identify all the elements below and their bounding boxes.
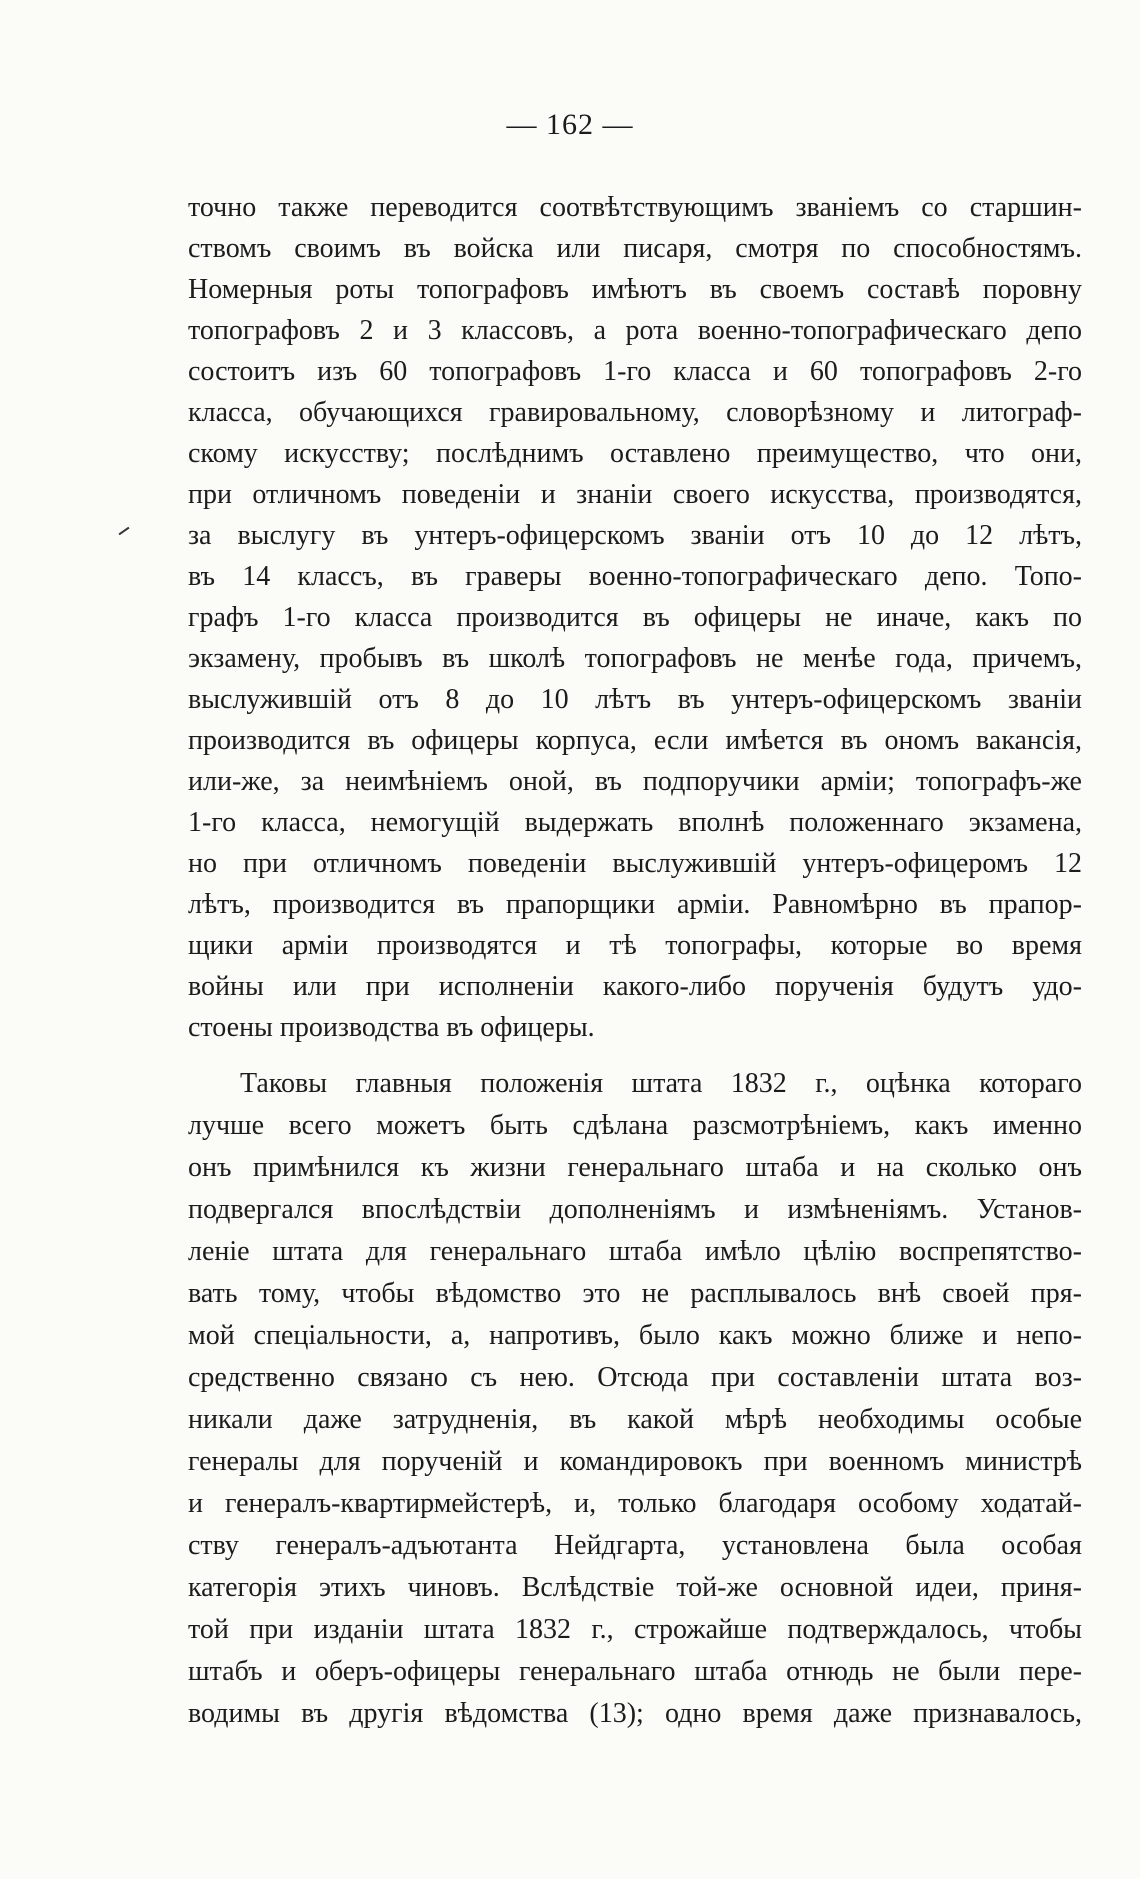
text-line: категорія этихъ чиновъ. Вслѣдствіе той-же основной идеи, приня- bbox=[188, 1572, 1082, 1603]
text-line: за выслугу въ унтеръ-офицерскомъ званіи отъ 10 до 12 лѣтъ, bbox=[188, 520, 1082, 551]
text-line: онъ примѣнился къ жизни генеральнаго штаба и на сколько онъ bbox=[188, 1152, 1082, 1183]
text-line: лѣтъ, производится въ прапорщики арміи. Равномѣрно въ прапор- bbox=[188, 889, 1082, 920]
text-line: въ 14 классъ, въ граверы военно-топографическаго депо. Топо- bbox=[188, 561, 1082, 592]
text-line: ствомъ своимъ въ войска или писаря, смотря по способностямъ. bbox=[188, 233, 1082, 264]
text-line: графъ 1-го класса производится въ офицеры не иначе, какъ по bbox=[188, 602, 1082, 633]
text-line: Номерныя роты топографовъ имѣютъ въ своемъ составѣ поровну bbox=[188, 274, 1082, 305]
text-line: производится въ офицеры корпуса, если имѣется въ ономъ вакансія, bbox=[188, 725, 1082, 756]
text-line: 1-го класса, немогущій выдержать вполнѣ положеннаго экзамена, bbox=[188, 807, 1082, 838]
text-line: класса, обучающихся гравировальному, словорѣзному и литограф- bbox=[188, 397, 1082, 428]
text-line: леніе штата для генеральнаго штаба имѣло цѣлію воспрепятство- bbox=[188, 1236, 1082, 1267]
text-line: вать тому, чтобы вѣдомство это не расплывалось внѣ своей пря- bbox=[188, 1278, 1082, 1309]
text-line: состоитъ изъ 60 топографовъ 1-го класса и 60 топографовъ 2-го bbox=[188, 356, 1082, 387]
margin-mark bbox=[119, 527, 130, 536]
text-line: или-же, за неимѣніемъ оной, въ подпоручики арміи; топографъ-же bbox=[188, 766, 1082, 797]
text-line: войны или при исполненіи какого-либо порученія будутъ удо- bbox=[188, 971, 1082, 1002]
page-number: — 162 — bbox=[506, 108, 634, 141]
text-line: топографовъ 2 и 3 классовъ, а рота военно-топографическаго депо bbox=[188, 315, 1082, 346]
text-line: точно также переводится соотвѣтствующимъ званіемъ со старшин- bbox=[188, 192, 1082, 223]
text-line: мой спеціальности, а, напротивъ, было какъ можно ближе и непо- bbox=[188, 1320, 1082, 1351]
text-line: при отличномъ поведеніи и знаніи своего искусства, производятся, bbox=[188, 479, 1082, 510]
text-line: и генералъ-квартирмейстерѣ, и, только благодаря особому ходатай- bbox=[188, 1488, 1082, 1519]
text-line: Таковы главныя положенія штата 1832 г., оцѣнка котораго bbox=[240, 1068, 1082, 1099]
text-line: но при отличномъ поведеніи выслужившій унтеръ-офицеромъ 12 bbox=[188, 848, 1082, 879]
text-line: никали даже затрудненія, въ какой мѣрѣ необходимы особые bbox=[188, 1404, 1082, 1435]
text-line: подвергался впослѣдствіи дополненіямъ и измѣненіямъ. Установ- bbox=[188, 1194, 1082, 1225]
text-line: средственно связано съ нею. Отсюда при составленіи штата воз- bbox=[188, 1362, 1082, 1393]
text-line: экзамену, пробывъ въ школѣ топографовъ не менѣе года, причемъ, bbox=[188, 643, 1082, 674]
text-line: водимы въ другія вѣдомства (13); одно время даже признавалось, bbox=[188, 1698, 1082, 1729]
text-line: штабъ и оберъ-офицеры генеральнаго штаба отнюдь не были пере- bbox=[188, 1656, 1082, 1687]
text-line: щики арміи производятся и тѣ топографы, которые во время bbox=[188, 930, 1082, 961]
text-line: выслужившій отъ 8 до 10 лѣтъ въ унтеръ-офицерскомъ званіи bbox=[188, 684, 1082, 715]
text-line: скому искусству; послѣднимъ оставлено преимущество, что они, bbox=[188, 438, 1082, 469]
text-line: генералы для порученій и командировокъ при военномъ министрѣ bbox=[188, 1446, 1082, 1477]
text-line: стоены производства въ офицеры. bbox=[188, 1012, 595, 1043]
text-line: лучше всего можетъ быть сдѣлана разсмотрѣніемъ, какъ именно bbox=[188, 1110, 1082, 1141]
text-line: той при изданіи штата 1832 г., строжайше подтверждалось, чтобы bbox=[188, 1614, 1082, 1645]
text-line: ству генералъ-адъютанта Нейдгарта, установлена была особая bbox=[188, 1530, 1082, 1561]
